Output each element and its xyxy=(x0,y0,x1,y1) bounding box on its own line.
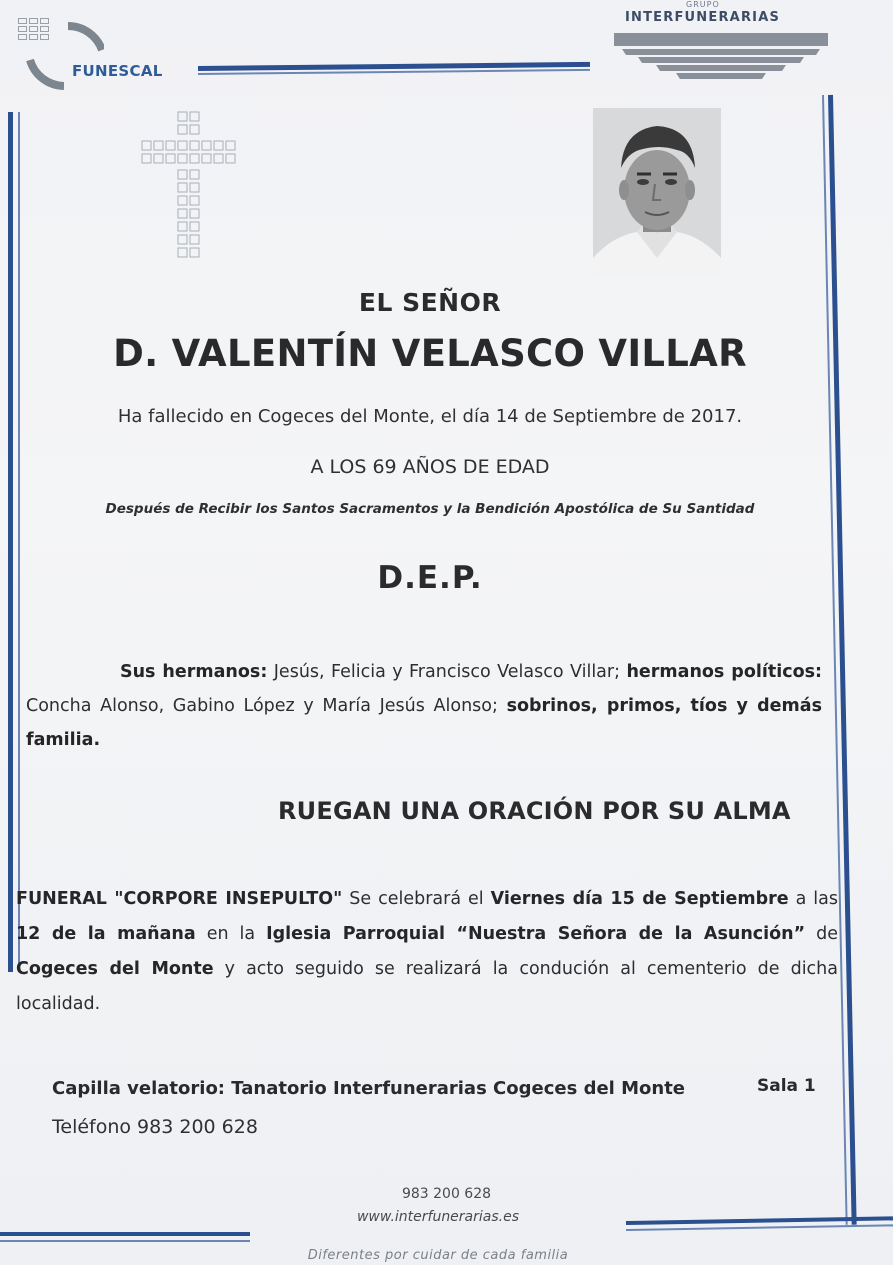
funeral-text: Se celebrará el xyxy=(342,889,491,909)
family-siblings-label: Sus hermanos: xyxy=(120,662,268,682)
funescal-logo-text: FUNESCAL xyxy=(72,62,163,80)
deceased-name: D. VALENTÍN VELASCO VILLAR xyxy=(113,332,747,375)
left-border-light xyxy=(18,112,20,972)
footer-rule-left-dark xyxy=(0,1232,250,1236)
footer-phone: 983 200 628 xyxy=(401,1186,492,1202)
funeral-date: Viernes día 15 de Septiembre xyxy=(490,889,789,909)
funeral-time: 12 de la mañana xyxy=(16,924,196,944)
prayer-request: RUEGAN UNA ORACIÓN POR SU ALMA xyxy=(278,797,791,825)
footer-rule-left-light xyxy=(0,1240,250,1242)
funeral-town: Cogeces del Monte xyxy=(16,959,214,979)
chapel-room: Sala 1 xyxy=(757,1076,816,1096)
deceased-portrait-photo xyxy=(593,108,721,276)
funeral-type: FUNERAL "CORPORE INSEPULTO" xyxy=(16,889,343,909)
footer-website: www.interfunerarias.es xyxy=(356,1209,520,1225)
interfunerarias-logo-text: INTERFUNERARIAS xyxy=(625,10,781,25)
funeral-text: de xyxy=(805,924,839,944)
funeral-text: y acto seguido se realizará la condución al cementerio de dicha localidad. xyxy=(16,959,838,1014)
honorific: EL SEÑOR xyxy=(358,288,502,317)
chapel-phone: Teléfono 983 200 628 xyxy=(52,1116,258,1138)
family-inlaws: Concha Alonso, Gabino López y María Jesús Alonso; xyxy=(26,696,507,716)
rip-heading: D.E.P. xyxy=(377,560,483,596)
family-paragraph xyxy=(26,655,822,757)
family-siblings: Jesús, Felicia y Francisco Velasco Villar; xyxy=(267,662,627,682)
left-border-dark xyxy=(8,112,13,972)
chapel-location: Capilla velatorio: Tanatorio Interfunerarias Cogeces del Monte xyxy=(52,1078,686,1099)
funeral-church: Iglesia Parroquial “Nuestra Señora de la Asunción” xyxy=(266,924,806,944)
family-others: sobrinos, primos, tíos y demás familia. xyxy=(26,696,822,750)
grupo-label: GRUPO xyxy=(686,0,720,9)
family-inlaws-label: hermanos políticos: xyxy=(626,662,823,682)
footer-rule-right-light xyxy=(626,1224,893,1231)
funeral-text: a las xyxy=(788,889,838,909)
funeral-text: en la xyxy=(195,924,267,944)
funeral-paragraph xyxy=(16,882,838,1022)
cross-icon xyxy=(140,110,240,260)
death-line: Ha fallecido en Cogeces del Monte, el día 14 de Septiembre de 2017. xyxy=(117,406,743,427)
interfunerarias-bridge-icon xyxy=(612,33,830,79)
age-line: A LOS 69 AÑOS DE EDAD xyxy=(310,456,550,478)
footer-slogan: Diferentes por cuidar de cada familia xyxy=(307,1248,569,1263)
sacraments-line: Después de Recibir los Santos Sacramentos y la Bendición Apostólica de Su Santidad xyxy=(105,501,755,517)
